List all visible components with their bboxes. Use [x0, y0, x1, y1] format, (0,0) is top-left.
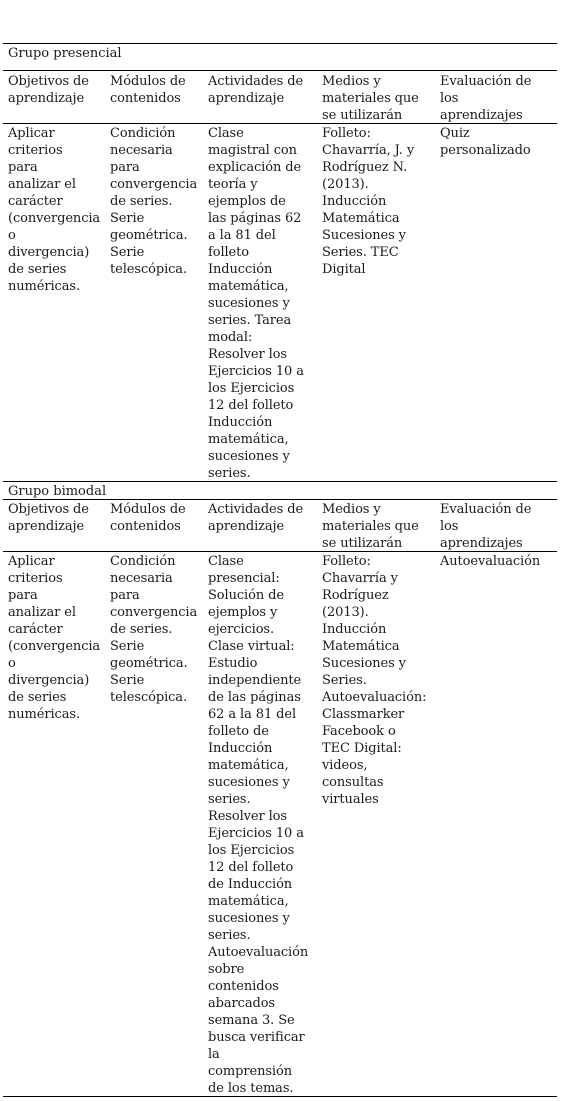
row-cell-modulos: Condición necesaria para convergencia de series. Serie geométrica. Serie telescópica.	[110, 554, 198, 705]
table-caption: Grupo presencial	[8, 46, 122, 61]
row-cell-medios: Folleto: Chavarría y Rodríguez (2013). Inducción Matemática Sucesiones y Series. Autoevaluación: Classmarker Facebook o TEC Digital: videos, consultas virtuales	[322, 554, 427, 807]
table-bottom-border	[3, 1096, 557, 1097]
header-cell-actividades: Actividades de aprendizaje	[208, 502, 304, 534]
header-cell-medios: Medios y materiales que se utilizarán	[322, 74, 419, 123]
header-cell-modulos: Módulos de contenidos	[110, 74, 186, 106]
table-top-border	[3, 481, 557, 482]
row-cell-evaluacion: Quiz personalizado	[440, 126, 531, 158]
header-cell-objetivos: Objetivos de aprendizaje	[8, 502, 89, 534]
header-cell-modulos: Módulos de contenidos	[110, 502, 186, 534]
table-caption: Grupo bimodal	[8, 484, 107, 499]
row-cell-objetivos: Aplicar criterios para analizar el carácter (convergencia o divergencia) de series numéricas.	[8, 126, 101, 294]
header-cell-objetivos: Objetivos de aprendizaje	[8, 74, 89, 106]
row-cell-actividades: Clase presencial: Solución de ejemplos y ejercicios. Clase virtual: Estudio independiente de las páginas 62 a la 81 del folleto de Inducción matemática, sucesiones y series. Resolver los Ejercicios 10 a los Ejercicios 12 del folleto de Inducción matemática, sucesiones y series. Autoevaluación sobre contenidos abarcados semana 3. Se busca verificar la comprensión de los temas.	[208, 554, 309, 1096]
caption-divider	[3, 70, 557, 71]
row-cell-evaluacion: Autoevaluación	[440, 554, 541, 569]
row-cell-objetivos: Aplicar criterios para analizar el carácter (convergencia o divergencia) de series numéricas.	[8, 554, 101, 722]
table-top-border	[3, 43, 557, 44]
caption-divider	[3, 499, 557, 500]
header-cell-medios: Medios y materiales que se utilizarán	[322, 502, 419, 551]
header-cell-evaluacion: Evaluación de los aprendizajes	[440, 502, 532, 551]
row-cell-actividades: Clase magistral con explicación de teoría y ejemplos de las páginas 62 a la 81 del folleto Inducción matemática, sucesiones y series. Tarea modal: Resolver los Ejercicios 10 a los Ejercicios 12 del folleto Inducción matemática, sucesiones y series.	[208, 126, 304, 481]
header-divider	[3, 123, 557, 124]
row-cell-modulos: Condición necesaria para convergencia de series. Serie geométrica. Serie telescópica.	[110, 126, 198, 277]
header-divider	[3, 551, 557, 552]
header-cell-evaluacion: Evaluación de los aprendizajes	[440, 74, 532, 123]
row-cell-medios: Folleto: Chavarría, J. y Rodríguez N. (2013). Inducción Matemática Sucesiones y Series. TEC Digital	[322, 126, 415, 277]
header-cell-actividades: Actividades de aprendizaje	[208, 74, 304, 106]
